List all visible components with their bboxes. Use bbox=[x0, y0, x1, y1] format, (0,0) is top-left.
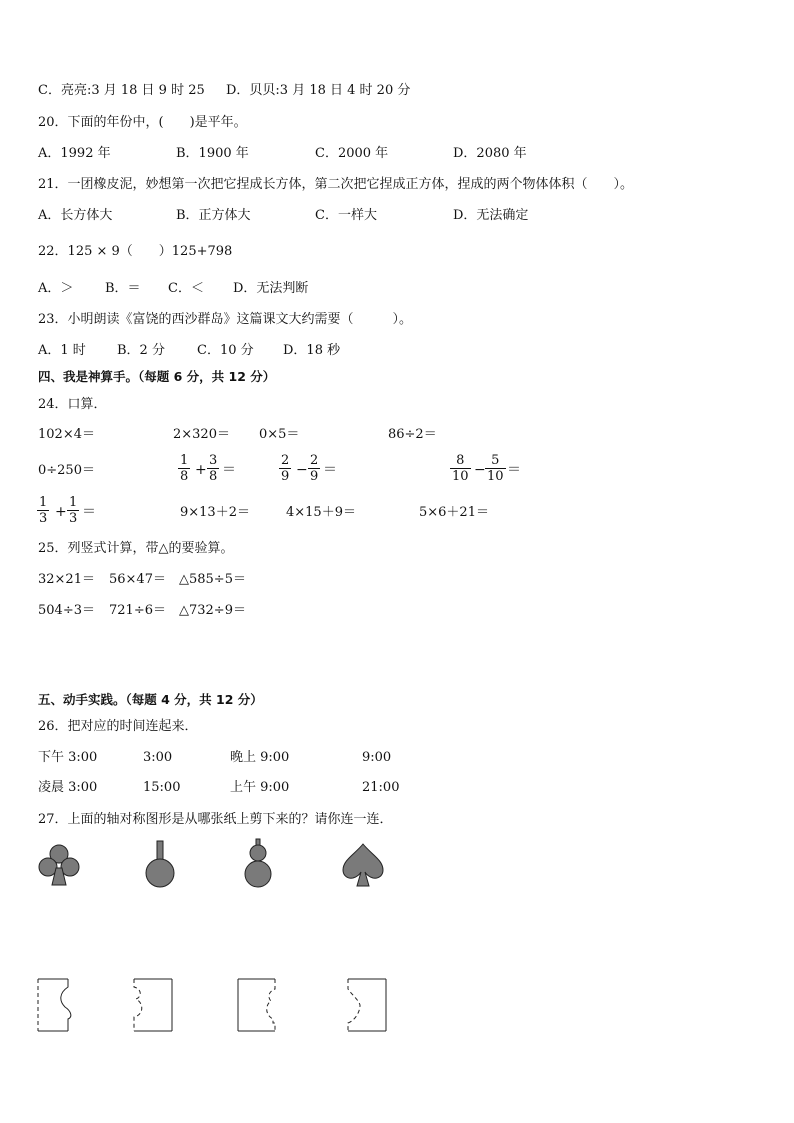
q26-time: 凌晨 3:00 bbox=[38, 780, 98, 795]
q21-option-c: C．一样大 bbox=[315, 208, 377, 223]
q23-option-c: C．10 分 bbox=[197, 343, 254, 358]
q26-time: 上午 9:00 bbox=[230, 780, 290, 795]
fraction: $\frac{1}{8}$ bbox=[180, 453, 189, 484]
spade-shape-icon bbox=[340, 842, 386, 888]
equals-sign: ＝ bbox=[222, 462, 236, 478]
q21-option-d: D．无法确定 bbox=[453, 208, 529, 223]
equals-sign: ＝ bbox=[82, 504, 96, 520]
fraction: $\frac{3}{8}$ bbox=[209, 453, 218, 484]
fraction: $\frac{2}{9}$ bbox=[310, 453, 319, 484]
q23-option-b: B．2 分 bbox=[117, 343, 165, 358]
q25-stem: 25．列竖式计算，带△的要验算。 bbox=[38, 541, 234, 556]
lollipop-shape-icon bbox=[140, 840, 180, 890]
club-shape-icon bbox=[36, 842, 82, 888]
q26-stem: 26．把对应的时间连起来． bbox=[38, 719, 198, 734]
q23-stem: 23．小明朗读《富饶的西沙群岛》这篇课文大约需要（ ）。 bbox=[38, 312, 413, 327]
q27-stem: 27．上面的轴对称图形是从哪张纸上剪下来的？请你连一连． bbox=[38, 812, 393, 827]
q19-option-c: C．亮亮:3 月 18 日 9 时 25 bbox=[38, 83, 205, 98]
q20-option-a: A．1992 年 bbox=[38, 146, 111, 161]
q24-item: 2×320＝ bbox=[173, 427, 230, 442]
equals-sign: ＝ bbox=[507, 462, 521, 478]
q24-item: 4×15＋9＝ bbox=[286, 505, 356, 520]
q21-stem: 21．一团橡皮泥，妙想第一次把它捏成长方体，第二次把它捏成正方体，捏成的两个物体体积（ ）。 bbox=[38, 177, 634, 192]
section-4-heading: 四、我是神算手。（每题 6 分，共 12 分） bbox=[38, 369, 276, 384]
q19-option-d: D．贝贝:3 月 18 日 4 时 20 分 bbox=[226, 83, 411, 98]
q23-option-a: A．1 时 bbox=[38, 343, 86, 358]
operator: − bbox=[296, 462, 308, 478]
q26-time: 下午 3:00 bbox=[38, 750, 98, 765]
q26-time: 21:00 bbox=[362, 780, 400, 795]
q26-time: 3:00 bbox=[143, 750, 173, 765]
q25-item: △585÷5＝ bbox=[179, 572, 246, 587]
q22-stem: 22．125 × 9（ ）125+798 bbox=[38, 244, 233, 259]
equals-sign: ＝ bbox=[323, 462, 337, 478]
q23-option-d: D．18 秒 bbox=[283, 343, 341, 358]
q26-time: 9:00 bbox=[362, 750, 392, 765]
q20-option-b: B．1900 年 bbox=[176, 146, 249, 161]
q24-item: 102×4＝ bbox=[38, 427, 95, 442]
q25-item: 56×47＝ bbox=[109, 572, 166, 587]
fraction: $\frac{1}{3}$ bbox=[69, 495, 78, 526]
fraction: $\frac{2}{9}$ bbox=[281, 453, 290, 484]
q21-option-b: B．正方体大 bbox=[176, 208, 251, 223]
q25-item: 504÷3＝ bbox=[38, 603, 95, 618]
operator: − bbox=[474, 462, 486, 478]
section-5-heading: 五、动手实践。（每题 4 分，共 12 分） bbox=[38, 692, 263, 707]
folded-paper-4-icon bbox=[346, 977, 388, 1033]
q25-item: 32×21＝ bbox=[38, 572, 95, 587]
fraction: $\frac{8}{10}$ bbox=[452, 453, 469, 484]
q25-item: △732÷9＝ bbox=[179, 603, 246, 618]
q24-item: 5×6＋21＝ bbox=[419, 505, 489, 520]
q24-item: 0÷250＝ bbox=[38, 463, 95, 478]
q20-option-c: C．2000 年 bbox=[315, 146, 389, 161]
q21-option-a: A．长方体大 bbox=[38, 208, 113, 223]
folded-paper-1-icon bbox=[37, 977, 77, 1033]
q24-stem: 24．口算． bbox=[38, 397, 107, 412]
folded-paper-2-icon bbox=[132, 977, 174, 1033]
operator: + bbox=[195, 462, 207, 478]
q26-time: 15:00 bbox=[143, 780, 181, 795]
q22-option-d: D．无法判断 bbox=[233, 281, 309, 296]
q22-option-b: B．＝ bbox=[105, 281, 141, 296]
q20-stem: 20．下面的年份中，( )是平年。 bbox=[38, 115, 247, 130]
fraction: $\frac{1}{3}$ bbox=[39, 495, 48, 526]
q22-option-c: C．＜ bbox=[168, 281, 204, 296]
gourd-shape-icon bbox=[240, 838, 276, 890]
q26-time: 晚上 9:00 bbox=[230, 750, 290, 765]
folded-paper-3-icon bbox=[237, 977, 279, 1033]
fraction: $\frac{5}{10}$ bbox=[487, 453, 504, 484]
q20-option-d: D．2080 年 bbox=[453, 146, 527, 161]
q24-item: 86÷2＝ bbox=[388, 427, 437, 442]
q25-item: 721÷6＝ bbox=[109, 603, 166, 618]
q22-option-a: A．＞ bbox=[38, 281, 74, 296]
q24-item: 9×13＋2＝ bbox=[180, 505, 250, 520]
operator: + bbox=[55, 504, 67, 520]
q24-item: 0×5＝ bbox=[259, 427, 300, 442]
